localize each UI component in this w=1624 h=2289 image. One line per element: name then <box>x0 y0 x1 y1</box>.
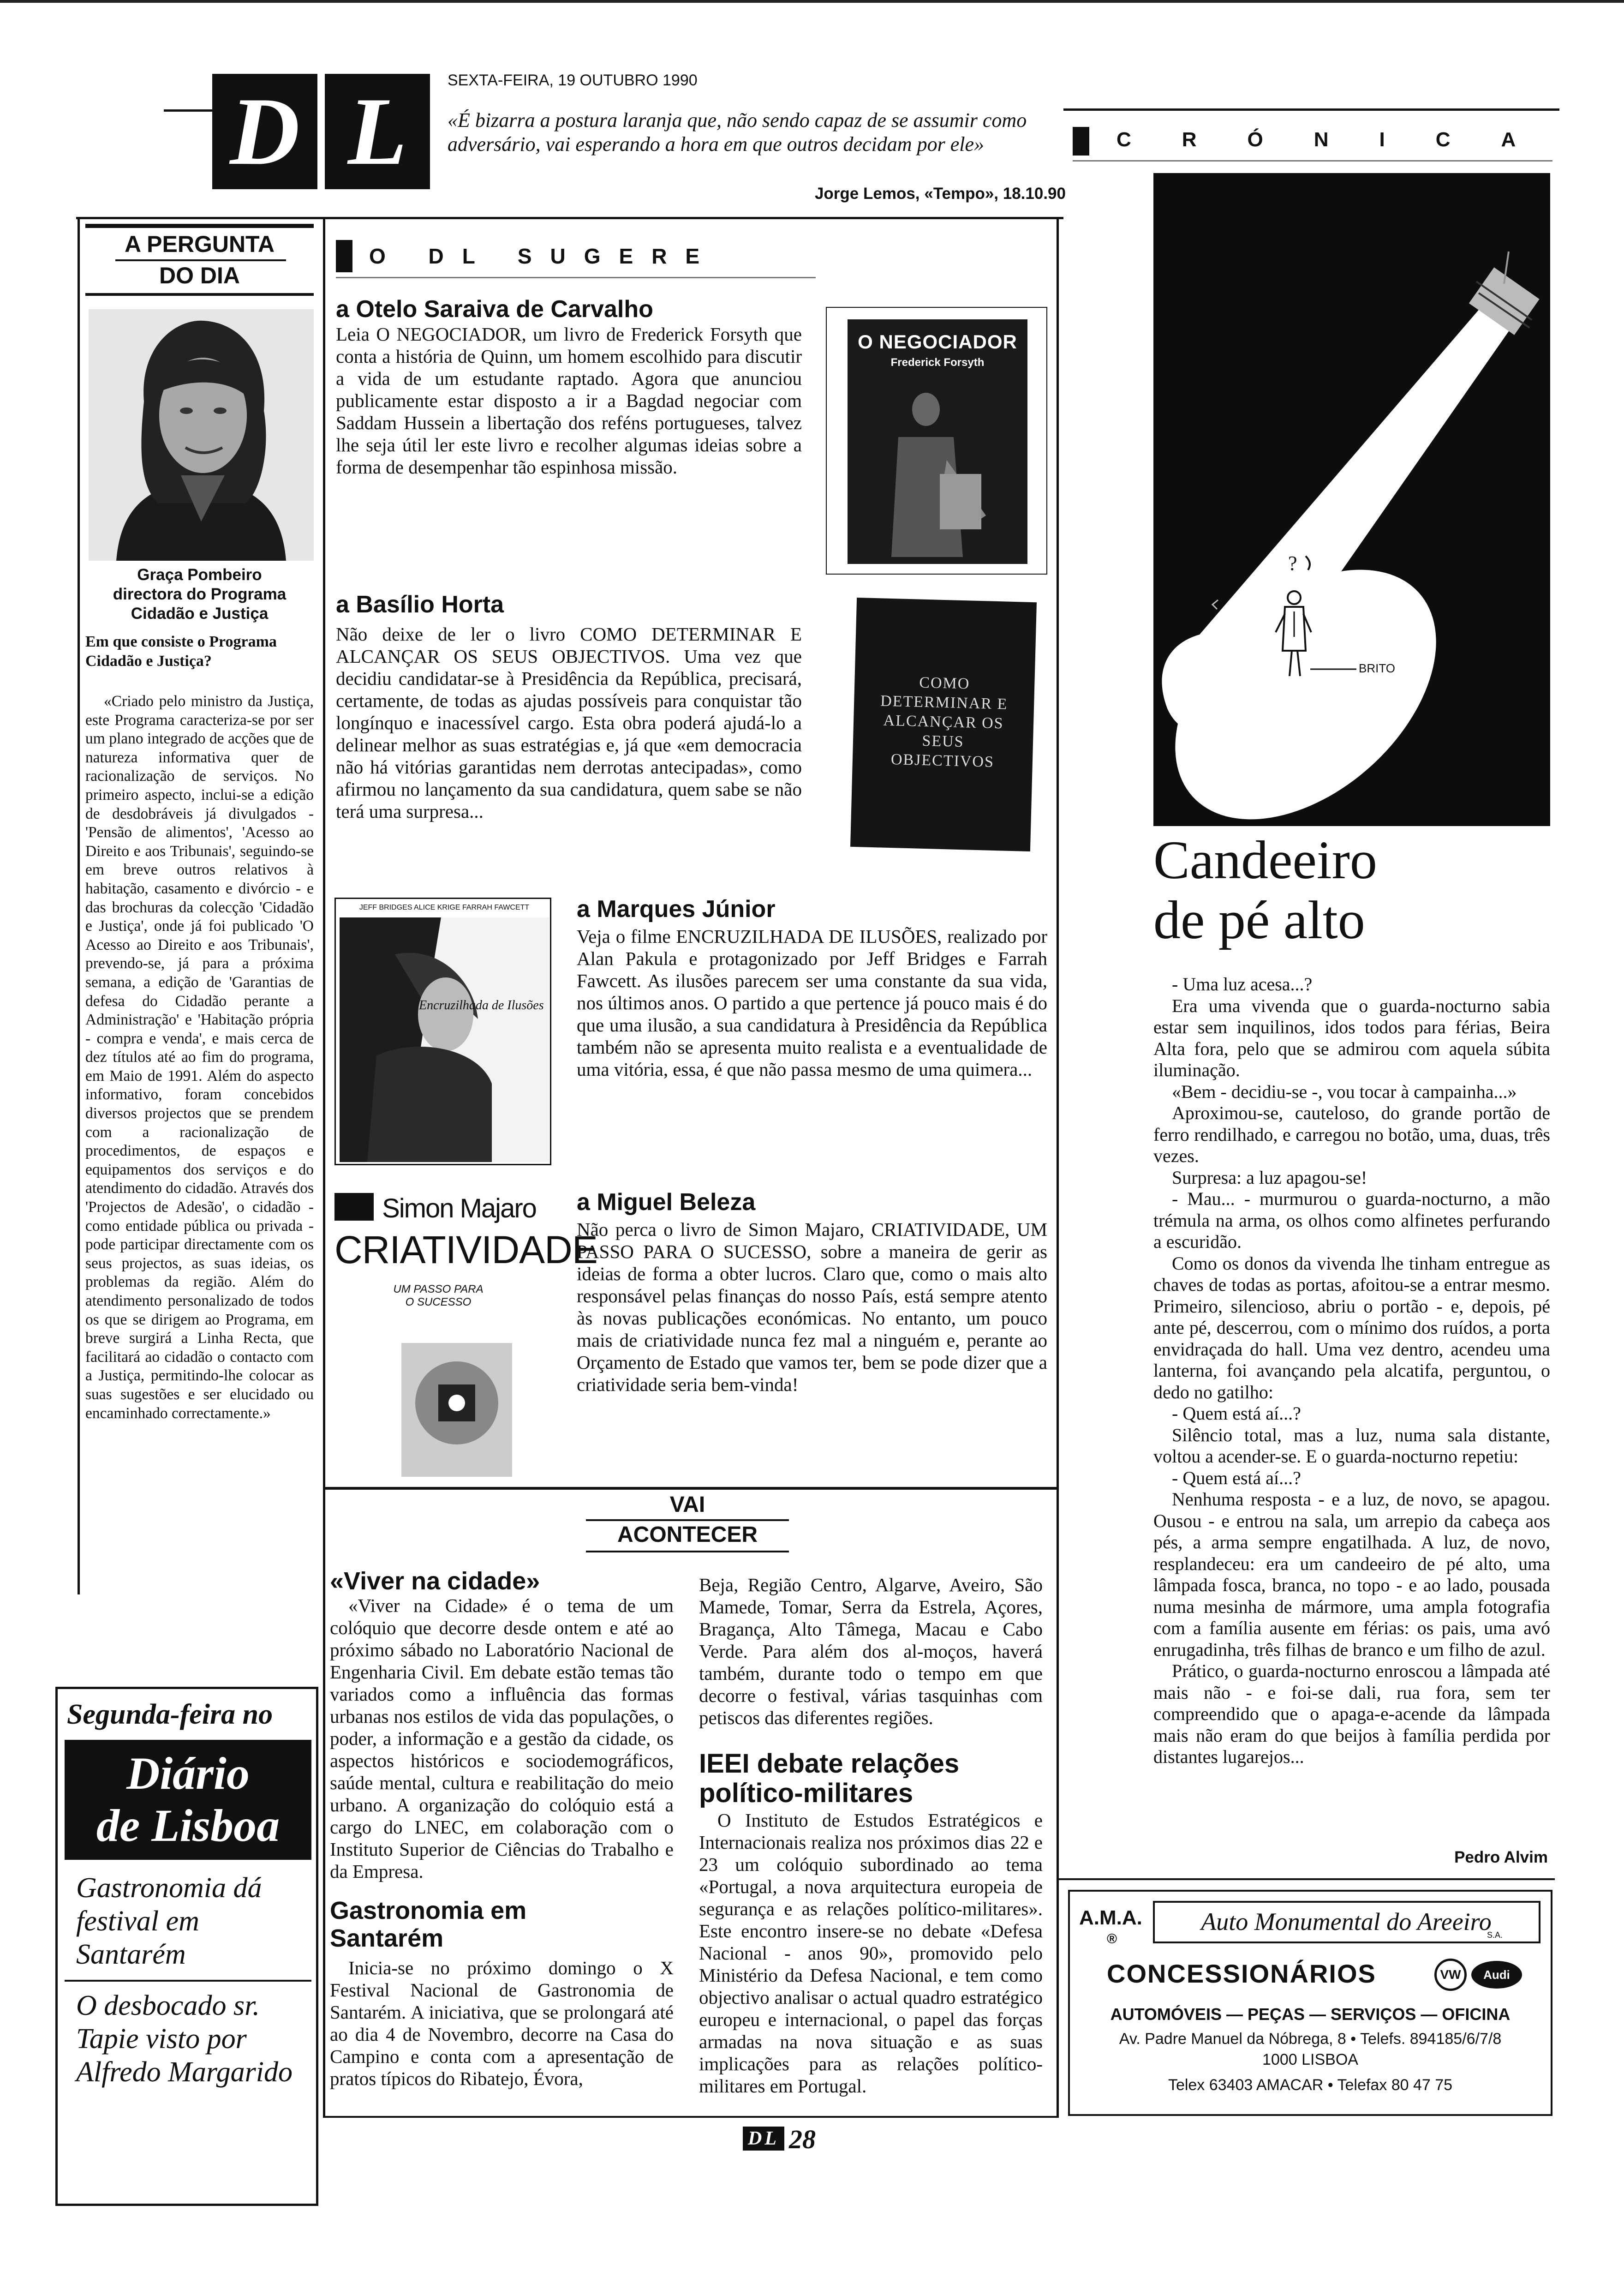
cronica-paragraph: Prático, o guarda-nocturno enroscou a lâmpada até mais não - e foi-se dali, rua fora, sem ter compreendido que o apaga-e-acende da lâmpada mais não eram do que beijos à família perdida por distantes lugarejos... <box>1153 1660 1550 1767</box>
sugere-section-label: O DL SUGERE <box>369 244 718 268</box>
ama-company-banner <box>1153 1901 1540 1943</box>
cronica-title-line1: Candeeiro <box>1153 830 1377 890</box>
vai-top-rule <box>323 1487 1059 1490</box>
promo-masthead <box>65 1740 311 1860</box>
promo-divider <box>65 1980 311 1982</box>
sugere-item-2-text: Não deixe de ler o livro COMO DETERMINAR E ALCANÇAR OS SEUS OBJECTIVOS. Uma vez que decidiu candidatar-se à Presidência da República, precisará, certamente, de todas as ajudas possíveis para conquistar tão longínquo e inacessível cargo. Esta obra poderá ajudá-lo a delinear melhor as suas estratégias e, já que «em democracia não há vitórias garantidas nem derrotas antecipadas», como afirmou no lançamento da sua candidatura, quem sabe se não terá uma surpresa... <box>336 623 802 822</box>
sugere-item-1-text: Leia O NEGOCIADOR, um livro de Frederick Forsyth que conta a história de Quinn, um homem escolhido para discutir a vida de um estudante raptado. Agora que anunciou publicamente estar disposto a ir a Bagdad negociar com Saddam Hussein a libertação dos reféns portugueses, talvez lhe seja útil ler este livro e recolher algumas ideias sobre a forma de desempenhar tão espinhosa missão. <box>336 324 802 478</box>
cronica-cartoon <box>1153 173 1550 826</box>
vai-article-2-text: Inicia-se no próximo domingo o X Festival Nacional de Gastronomia de Santarém. A iniciativa, que se prolongará até ao dia 4 de Novembro, decorre na Casa do Campino e conta com a apresentação de pratos típicos do Ribatejo, Évora, <box>330 1957 674 2089</box>
cronica-title-line2: de pé alto <box>1153 890 1365 950</box>
sugere-item-4-text: Não perca o livro de Simon Majaro, CRIATIVIDADE, UM PASSO PARA O SUCESSO, sobre a maneira de gerir as ideias de forma a obter lucros. Claro que, como o mais alto responsável pelas finanças do nosso País, está sempre atento às novas publicações económicas. No entanto, um pouco mais de criatividade nunca fez mal a ninguém e, perante ao Orçamento de Estado que vamos ter, bem se pode dizer que a criatividade seria bem-vinda! <box>577 1219 1047 1395</box>
ama-label: A.M.A. <box>1079 1906 1142 1929</box>
cronica-paragraph: «Bem - decidiu-se -, vou tocar à campainha...» <box>1172 1081 1517 1102</box>
vai-title-line1: VAI <box>669 1492 705 1517</box>
pergunta-answer: «Criado pelo ministro da Justiça, este Programa caracteriza-se por ser um plano integrado de acções que de natureza informativa quer de racionalização de serviços. No primeiro aspecto, inclui-se a edição de desdobráveis já divulgados - 'Pensão de alimentos', 'Acesso ao Direito e aos Tribunais', seguindo-se em breve outros relativos à habitação, casamento e divórcio - e das brochuras da colecção 'Cidadão e Justiça', onde já foi publicado 'O Acesso ao Direito e aos Tribunais', prevendo-se, já para a próxima semana, a edição de 'Garantias de defesa do Cidadão perante a Administração' e 'Habitação própria - compra e venda', e mais cerca de dez títulos até ao fim do programa, em Maio de 1991. Além do aspecto informativo, foram concebidos diversos projectos que se prendem com a racionalização de procedimentos, de espaços e equipamentos dos serviços e do atendimento do cidadão. Através dos 'Projectos de Adesão', o cidadão - como entidade pública ou privada - pode participar directamente com os seus projectos, as suas ideias, os problemas da região. Além do atendimento personalizado de todos os que se dirigem ao Programa, em breve surgirá a Linha Recta, que facilitará ao cidadão o contacto com a Justiça, permitindo-lhe colocar as suas sugestões e ser elucidado ou encaminhado correctamente.» <box>85 693 314 1422</box>
masthead-quote-attribution: Jorge Lemos, «Tempo», 18.10.90 <box>814 185 1066 203</box>
cronica-paragraph: - Uma luz acesa...? <box>1172 974 1313 995</box>
sugere-item-4-heading: a Miguel Beleza <box>577 1189 756 1216</box>
portrait-illustration <box>89 309 314 561</box>
vai-bottom-rule <box>323 2116 1059 2118</box>
vai-article-3-heading: IEEI debate relações político-militares <box>699 1749 960 1808</box>
footer-logo-text: DL <box>748 2128 779 2149</box>
vai-article-2-continued: Beja, Região Centro, Algarve, Aveiro, São Mamede, Tomar, Serra da Estrela, Açores, Bragança, Alto Tâmega, Macau e Cabo Verde. Para além dos al-moços, haverá também, durante todo o tempo em que decorre o festival, várias tasquinhas com petiscos das diferentes regiões. <box>699 1574 1043 1728</box>
ama-company-name: Auto Monumental do Areeiro <box>1201 1908 1492 1935</box>
ama-concessionarios: CONCESSIONÁRIOS <box>1107 1959 1376 1988</box>
ama-advertisement[interactable] <box>1068 1890 1552 2116</box>
photo-caption-name: Graça Pombeiro <box>137 566 262 584</box>
objectivos-cover-title: COMO DETERMINAR E ALCANÇAR OS SEUS OBJECTIVOS <box>880 674 1008 771</box>
pergunta-top-bar <box>85 224 314 228</box>
ama-telex: Telex 63403 AMACAR • Telefax 80 47 75 <box>1168 2076 1453 2094</box>
left-column-rule <box>78 217 80 1594</box>
sugere-label-block <box>336 240 352 272</box>
criatividade-book-cover <box>332 1191 597 1486</box>
pergunta-question: Em que consiste o Programa Cidadão e Justiça? <box>85 633 277 670</box>
pergunta-title-divider <box>115 259 286 261</box>
vw-logo-icon: VW <box>1434 1959 1467 1991</box>
lamp-cartoon-illustration <box>1153 173 1550 826</box>
vai-title-divider <box>586 1519 789 1521</box>
ama-company-suffix: S.A. <box>1487 1930 1503 1940</box>
middle-left-rule <box>323 217 325 2116</box>
sugere-item-3-text: Veja o filme ENCRUZILHADA DE ILUSÕES, realizado por Alan Pakula e protagonizado por Jeff Bridges e Farrah Fawcett. As ilusões parecem ser uma constante da sua vida, nos últimos anos. O partido a que pertence já pouco mais é do que uma ilusão, a sua candidatura à Presidência da República também não se apresenta muito realista e a eventualidade de uma vitória, essa, é que não passa mesmo de uma quimera... <box>577 926 1047 1080</box>
negociador-cover-figure <box>848 377 1027 562</box>
criatividade-cover-author: Simon Majaro <box>382 1193 536 1223</box>
ama-address: Av. Padre Manuel da Nóbrega, 8 • Telefs. 894185/6/7/8 <box>1119 2030 1502 2048</box>
pergunta-title-line1: A PERGUNTA <box>125 231 275 257</box>
cronica-paragraph: Nenhuma resposta - e a luz, de novo, se apagou. Ousou - e entrou na sala, um arrepio da cabeça aos pés, a arma sempre engatilhada. A luz, de novo, resplandeceu: era um candeeiro de pé alto, uma lâmpada fosca, branca, no topo - e ao lado, pousada numa mesinha de mármore, uma ampla fotografia com a família ausente em férias: os pais, uma avó enrugadinha, três filhas de branco e um filho de azul. <box>1153 1489 1550 1660</box>
promo-header: Segunda-feira no <box>67 1699 273 1730</box>
vai-title-line2: ACONTECER <box>617 1522 758 1547</box>
encruzilhada-cover-title: Encruzilhada de Ilusões <box>419 998 544 1013</box>
cronica-paragraph: - Quem está aí...? <box>1172 1403 1301 1424</box>
encruzilhada-cover-names: JEFF BRIDGES ALICE KRIGE FARRAH FAWCETT <box>359 904 530 911</box>
cronica-label-block <box>1073 127 1089 156</box>
ama-services: AUTOMÓVEIS — PEÇAS — SERVIÇOS — OFICINA <box>1110 2005 1511 2024</box>
cronica-label-underline <box>1073 160 1552 162</box>
promo-item-2[interactable]: O desbocado sr. Tapie visto por Alfredo Margarido <box>76 1990 293 2088</box>
masthead-left-rule <box>164 109 212 112</box>
cronica-author: Pedro Alvim <box>1454 1848 1548 1866</box>
encruzilhada-cover-art <box>340 917 549 1162</box>
negociador-book-cover <box>826 307 1047 575</box>
cronica-paragraph: Era uma vivenda que o guarda-nocturno sabia estar sem inquilinos, idos todos para férias, Beira Alta fora, pelo que se admirou com aquela súbita iluminação. <box>1153 995 1550 1080</box>
negociador-cover-author: Frederick Forsyth <box>890 356 985 369</box>
criatividade-publisher-badge <box>334 1193 374 1221</box>
vai-article-1-heading: «Viver na cidade» <box>330 1567 540 1595</box>
sugere-item-2-heading: a Basílio Horta <box>336 591 504 618</box>
cronica-top-rule <box>1063 108 1559 111</box>
cronica-paragraph: Silêncio total, mas a luz, numa sala distante, voltou a acender-se. E o guarda-nocturno repetiu: <box>1153 1424 1550 1467</box>
logo-letter-l: L <box>325 74 430 189</box>
cartoon-question-mark: ? <box>1288 552 1297 575</box>
sugere-item-3-heading: a Marques Júnior <box>577 896 776 923</box>
photo-caption-role: directora do Programa Cidadão e Justiça <box>113 585 287 623</box>
promo-paper-name-line2: de Lisboa <box>96 1800 280 1851</box>
promo-item-1[interactable]: Gastronomia dá festival em Santarém <box>76 1872 262 1970</box>
cronica-body <box>1153 974 1550 1768</box>
masthead-quote: «É bizarra a postura laranja que, não sendo capaz de se assumir como adversário, vai esperando a hora em que outros decidam por ele» <box>448 109 1027 156</box>
ama-city: 1000 LISBOA <box>1262 2051 1358 2068</box>
page-number: 28 <box>789 2124 816 2154</box>
promo-box <box>55 1687 318 2206</box>
criatividade-cover-subtitle: UM PASSO PARA O SUCESSO <box>393 1283 484 1308</box>
criatividade-cover-title: CRIATIVIDADE <box>334 1228 597 1271</box>
cronica-paragraph: - Mau... - murmurou o guarda-nocturno, a mão trémula na arma, os olhos como alfinetes perfurando a escuridão. <box>1153 1188 1550 1252</box>
cronica-paragraph: - Quem está aí...? <box>1172 1467 1301 1488</box>
sugere-label-underline <box>336 277 816 278</box>
audi-logo-icon: Audi <box>1471 1961 1522 1989</box>
objectivos-book-cover <box>850 598 1037 851</box>
pergunta-bottom-bar <box>85 293 314 296</box>
vai-article-3-text: O Instituto de Estudos Estratégicos e Internacionais realiza nos próximos dias 22 e 23 um colóquio subordinado ao tema «Portugal, a nova arquitectura europeia de segurança e as relações político-militares». Este encontro insere-se no debate «Defesa Nacional - anos 90», promovido pelo Ministério da Defesa Nacional, e tem como objectivo analisar o actual quadro estratégico europeu e internacional, o papel das forças armadas na nova situação e as suas implicações para as relações político-militares em Portugal. <box>699 1810 1043 2097</box>
negociador-cover-title: O NEGOCIADOR <box>858 331 1017 353</box>
logo-letter-d: D <box>212 74 317 189</box>
vai-article-1-text: «Viver na Cidade» é o tema de um colóquio que decorre desde ontem e até ao próximo sábado no Laboratório Nacional de Engenharia Civil. Em debate estão temas tão variados como a influência das formas urbanas nos estilos de vida das populações, o poder, a informação e a gestão da cidade, os aspectos históricos e sociodemográficos, saúde mental, cultura e reabilitação do meio urbano. A organização do colóquio está a cargo do LNEC, em colaboração com o Instituto Superior de Ciências do Trabalho e da Empresa. <box>330 1595 674 1882</box>
cronica-paragraph: Aproximou-se, cauteloso, do grande portão de ferro rendilhado, e carregou no botão, uma, duas, três vezes. <box>1153 1103 1550 1166</box>
middle-right-rule <box>1057 217 1059 2116</box>
cronica-paragraph: Como os donos da vivenda lhe tinham entregue as chaves de todas as portas, afoitou-se a entrar mesmo. Primeiro, silencioso, abriu o portão - e, depois, pé ante pé, descerrou, com o mínimo dos ruídos, a porta envidraçada do hall. Uma vez dentro, acendeu uma lanterna, foi avançando pela alcatifa, perguntou, o dedo no gatilho: <box>1153 1252 1550 1402</box>
cronica-bottom-rule <box>1057 1878 1555 1880</box>
promo-paper-name-line1: Diário <box>126 1748 250 1799</box>
criatividade-cover-art <box>388 1338 526 1481</box>
cronica-paragraph: Surpresa: a luz apagou-se! <box>1172 1167 1367 1188</box>
sugere-item-1-heading: a Otelo Saraiva de Carvalho <box>336 296 653 323</box>
masthead-bottom-rule <box>76 217 1063 219</box>
vai-article-2-heading: Gastronomia em Santarém <box>330 1897 527 1952</box>
masthead-logo <box>212 74 434 189</box>
portrait-photo <box>89 309 314 561</box>
footer-logo <box>743 2127 784 2151</box>
masthead-date: SEXTA-FEIRA, 19 OUTUBRO 1990 <box>448 72 698 89</box>
top-edge-rule <box>0 0 1624 3</box>
ama-registered: ® <box>1107 1931 1117 1947</box>
pergunta-title-line2: DO DIA <box>159 263 240 288</box>
cartoon-signature: BRITO <box>1359 661 1395 675</box>
vai-title-bottom <box>586 1551 789 1552</box>
cronica-section-label: CRÓNICA <box>1116 128 1567 151</box>
encruzilhada-film-cover <box>334 898 551 1165</box>
